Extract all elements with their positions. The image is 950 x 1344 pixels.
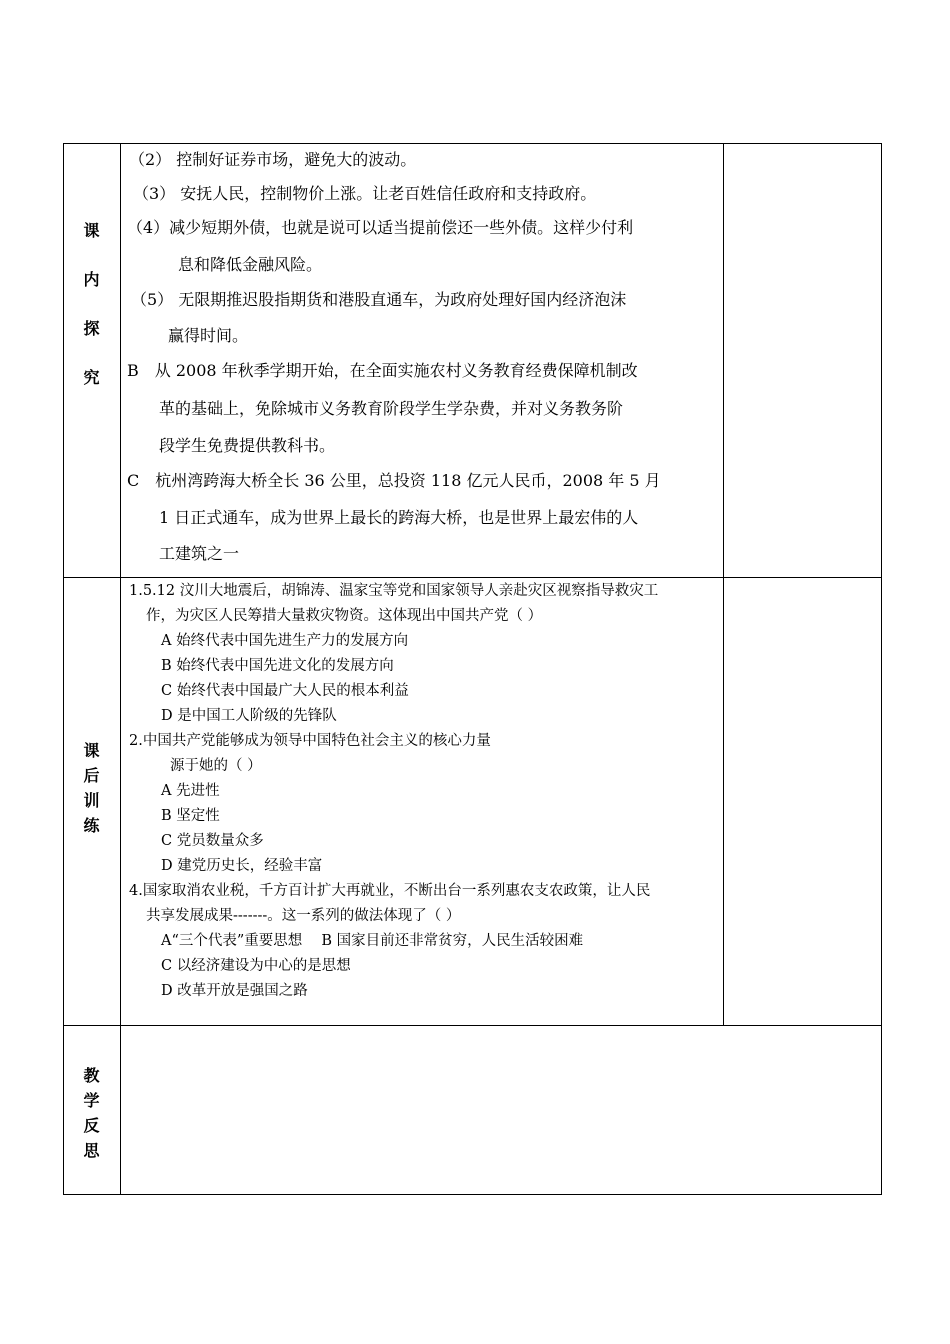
label-char: 思: [83, 1141, 100, 1160]
label-char: 教: [83, 1066, 100, 1085]
row-divider-1: [63, 577, 882, 578]
label-char: 究: [83, 368, 100, 387]
label-char: 课: [83, 741, 100, 760]
content-line: （3） 安抚人民，控制物价上涨。让老百姓信任政府和支持政府。: [133, 184, 597, 203]
content-line: 1 日正式通车，成为世界上最长的跨海大桥，也是世界上最宏伟的人: [159, 508, 639, 527]
question-line: 源于她的（ ）: [170, 758, 262, 774]
label-char: 探: [83, 319, 100, 338]
label-char: 练: [83, 816, 100, 835]
label-char: 训: [83, 791, 100, 810]
column-divider-right: [723, 143, 724, 1025]
question-line: 2.中国共产党能够成为领导中国特色社会主义的核心力量: [129, 733, 491, 749]
option-line: A“三个代表”重要思想 B 国家目前还非常贫穷，人民生活较困难: [161, 933, 584, 949]
content-line: （4）减少短期外债，也就是说可以适当提前偿还一些外债。这样少付利: [127, 218, 634, 237]
section-label-ketang: [63, 218, 120, 414]
label-char: 反: [83, 1116, 100, 1135]
option-line: B 始终代表中国先进文化的发展方向: [161, 658, 394, 674]
content-line: 工建筑之一: [159, 544, 240, 563]
option-line: D 改革开放是强国之路: [161, 983, 308, 999]
content-line: （5） 无限期推迟股指期货和港股直通车，为政府处理好国内经济泡沫: [131, 290, 627, 309]
label-char: 后: [83, 766, 100, 785]
label-char: 学: [83, 1091, 100, 1110]
reflection-cell[interactable]: [121, 1026, 881, 1194]
content-line: 赢得时间。: [168, 326, 249, 345]
question-line: 1.5.12 汶川大地震后，胡锦涛、温家宝等党和国家领导人亲赴灾区视察指导救灾工: [129, 583, 659, 599]
section-label-fansi: [63, 1063, 120, 1163]
content-line: 段学生免费提供教科书。: [159, 436, 336, 455]
section-label-kehou: [63, 738, 120, 838]
option-line: A 先进性: [161, 783, 220, 799]
option-line: B 坚定性: [161, 808, 220, 824]
label-char: 课: [83, 221, 100, 240]
option-line: A 始终代表中国先进生产力的发展方向: [161, 633, 409, 649]
option-line: D 建党历史长，经验丰富: [161, 858, 323, 874]
content-line: （2） 控制好证券市场，避免大的波动。: [129, 150, 417, 169]
option-line: C 以经济建设为中心的是思想: [161, 958, 351, 974]
question-line: 作，为灾区人民筹措大量救灾物资。这体现出中国共产党（ ）: [146, 608, 543, 624]
option-line: D 是中国工人阶级的先锋队: [161, 708, 337, 724]
content-line: 息和降低金融风险。: [178, 255, 323, 274]
question-line: 4.国家取消农业税，千方百计扩大再就业，不断出台一系列惠农支农政策，让人民: [129, 883, 651, 899]
option-line: C 始终代表中国最广大人民的根本利益: [161, 683, 409, 699]
content-line: 革的基础上，免除城市义务教育阶段学生学杂费，并对义务教务阶: [159, 399, 624, 418]
label-char: 内: [83, 270, 100, 289]
content-line: C 杭州湾跨海大桥全长 36 公里，总投资 118 亿元人民币，2008 年 5 月: [127, 471, 661, 490]
question-line: 共享发展成果-------。这一系列的做法体现了（ ）: [146, 908, 461, 924]
option-line: C 党员数量众多: [161, 833, 264, 849]
content-line: B 从 2008 年秋季学期开始，在全面实施农村义务教育经费保障机制改: [127, 361, 638, 380]
